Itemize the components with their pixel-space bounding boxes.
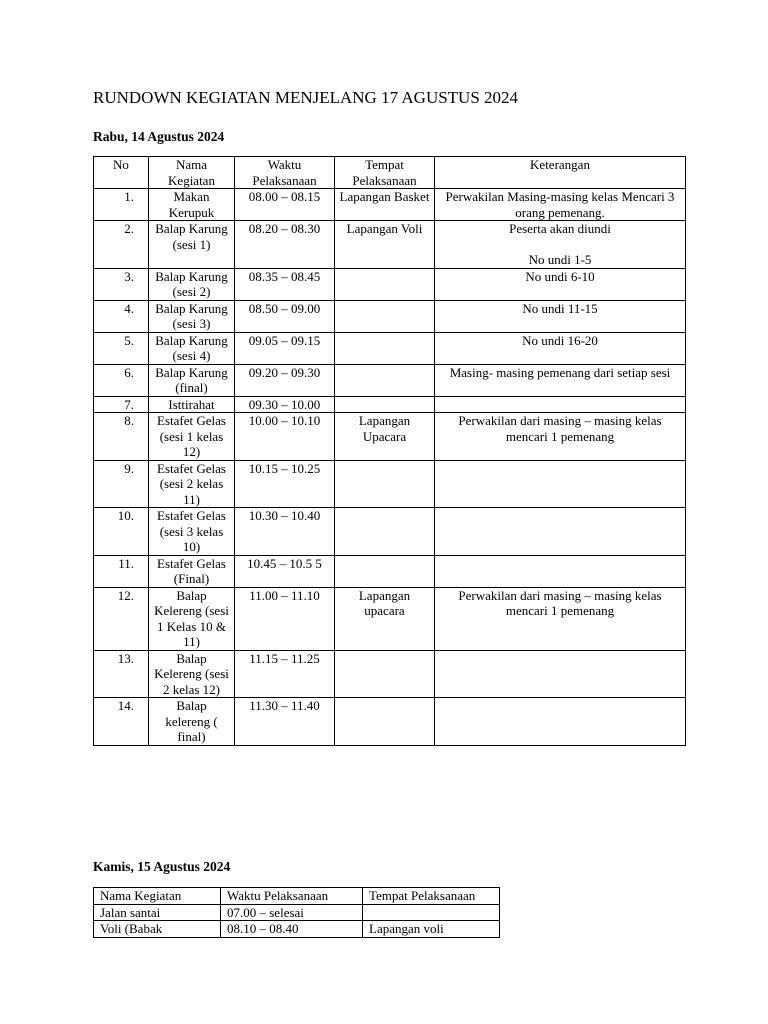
row-tempat: Lapangan Upacara xyxy=(335,413,435,461)
row-keterangan xyxy=(435,396,686,413)
row-nama-kegiatan: Balap Karung (sesi 2) xyxy=(149,268,235,300)
row-no: 12. xyxy=(94,587,149,650)
header-waktu-pelaksanaan: Waktu Pelaksanaan xyxy=(221,888,363,905)
table-row xyxy=(94,698,686,746)
row-waktu: 07.00 – selesai xyxy=(221,904,363,921)
row-nama-kegiatan: Balap Karung (sesi 3) xyxy=(149,300,235,332)
row-no: 8. xyxy=(94,413,149,461)
row-tempat: Lapangan voli xyxy=(363,921,500,938)
day1-schedule-table xyxy=(93,156,686,746)
table-header-row xyxy=(94,157,686,189)
row-no: 4. xyxy=(94,300,149,332)
row-tempat xyxy=(335,396,435,413)
day1-heading: Rabu, 14 Agustus 2024 xyxy=(93,129,225,144)
row-waktu: 08.20 – 08.30 xyxy=(235,221,335,269)
row-no: 13. xyxy=(94,650,149,698)
row-tempat xyxy=(335,300,435,332)
table-row xyxy=(94,650,686,698)
table-row xyxy=(94,189,686,221)
row-no: 5. xyxy=(94,332,149,364)
day2-heading: Kamis, 15 Agustus 2024 xyxy=(93,859,231,874)
row-waktu: 10.45 – 10.5 5 xyxy=(235,555,335,587)
row-no: 7. xyxy=(94,396,149,413)
row-keterangan xyxy=(435,698,686,746)
row-keterangan: Perwakilan dari masing – masing kelas mencari 1 pemenang xyxy=(435,413,686,461)
row-nama-kegiatan: Balap Kelereng (sesi 1 Kelas 10 & 11) xyxy=(149,587,235,650)
table-row xyxy=(94,221,686,269)
row-nama-kegiatan: Estafet Gelas (sesi 1 kelas 12) xyxy=(149,413,235,461)
header-no: No xyxy=(94,157,149,189)
row-waktu: 09.20 – 09.30 xyxy=(235,364,335,396)
row-waktu: 10.30 – 10.40 xyxy=(235,508,335,556)
keterangan-line: Peserta akan diundi xyxy=(509,221,611,236)
row-no: 6. xyxy=(94,364,149,396)
row-waktu: 10.00 – 10.10 xyxy=(235,413,335,461)
row-nama-kegiatan: Balap kelereng ( final) xyxy=(149,698,235,746)
row-nama-kegiatan: Isttirahat xyxy=(149,396,235,413)
row-waktu: 08.00 – 08.15 xyxy=(235,189,335,221)
table-row xyxy=(94,364,686,396)
header-nama-kegiatan: Nama Kegiatan xyxy=(149,157,235,189)
table-row xyxy=(94,587,686,650)
table-row xyxy=(94,332,686,364)
table-row xyxy=(94,555,686,587)
row-tempat: Lapangan upacara xyxy=(335,587,435,650)
row-tempat xyxy=(335,698,435,746)
row-no: 10. xyxy=(94,508,149,556)
row-keterangan: Perwakilan dari masing – masing kelas mencari 1 pemenang xyxy=(435,587,686,650)
table-row xyxy=(94,300,686,332)
row-tempat xyxy=(335,332,435,364)
row-keterangan xyxy=(435,221,686,269)
row-no: 2. xyxy=(94,221,149,269)
row-keterangan xyxy=(435,555,686,587)
row-tempat xyxy=(363,904,500,921)
row-nama-kegiatan: Estafet Gelas (sesi 2 kelas 11) xyxy=(149,460,235,508)
row-nama-kegiatan: Jalan santai xyxy=(94,904,221,921)
row-nama-kegiatan: Balap Karung (sesi 4) xyxy=(149,332,235,364)
row-no: 3. xyxy=(94,268,149,300)
row-keterangan: No undi 16-20 xyxy=(435,332,686,364)
row-keterangan xyxy=(435,460,686,508)
table-row xyxy=(94,460,686,508)
row-no: 11. xyxy=(94,555,149,587)
row-tempat xyxy=(335,460,435,508)
row-waktu: 08.35 – 08.45 xyxy=(235,268,335,300)
header-tempat-pelaksanaan: Tempat Pelaksanaan xyxy=(335,157,435,189)
row-waktu: 08.10 – 08.40 xyxy=(221,921,363,938)
row-nama-kegiatan: Estafet Gelas (sesi 3 kelas 10) xyxy=(149,508,235,556)
keterangan-line: No undi 1-5 xyxy=(528,252,592,267)
row-waktu: 09.30 – 10.00 xyxy=(235,396,335,413)
row-keterangan: No undi 11-15 xyxy=(435,300,686,332)
row-no: 14. xyxy=(94,698,149,746)
header-waktu-pelaksanaan: Waktu Pelaksanaan xyxy=(235,157,335,189)
row-no: 9. xyxy=(94,460,149,508)
row-keterangan xyxy=(435,650,686,698)
row-no: 1. xyxy=(94,189,149,221)
table-row xyxy=(94,268,686,300)
row-keterangan: No undi 6-10 xyxy=(435,268,686,300)
table-row xyxy=(94,921,500,938)
header-nama-kegiatan: Nama Kegiatan xyxy=(94,888,221,905)
table-header-row xyxy=(94,888,500,905)
header-keterangan: Keterangan xyxy=(435,157,686,189)
table-row xyxy=(94,396,686,413)
table-row xyxy=(94,508,686,556)
row-nama-kegiatan: Balap Karung (sesi 1) xyxy=(149,221,235,269)
row-tempat xyxy=(335,364,435,396)
day2-schedule-table xyxy=(93,887,500,938)
row-nama-kegiatan: Estafet Gelas (Final) xyxy=(149,555,235,587)
row-tempat xyxy=(335,508,435,556)
row-tempat xyxy=(335,555,435,587)
row-waktu: 10.15 – 10.25 xyxy=(235,460,335,508)
row-tempat xyxy=(335,268,435,300)
row-nama-kegiatan: Balap Karung (final) xyxy=(149,364,235,396)
row-tempat: Lapangan Voli xyxy=(335,221,435,269)
document-title: RUNDOWN KEGIATAN MENJELANG 17 AGUSTUS 2024 xyxy=(93,88,519,107)
table-row xyxy=(94,904,500,921)
row-tempat xyxy=(335,650,435,698)
row-waktu: 11.00 – 11.10 xyxy=(235,587,335,650)
row-nama-kegiatan: Balap Kelereng (sesi 2 kelas 12) xyxy=(149,650,235,698)
row-keterangan: Perwakilan Masing-masing kelas Mencari 3 orang pemenang. xyxy=(435,189,686,221)
row-keterangan: Masing- masing pemenang dari setiap sesi xyxy=(435,364,686,396)
table-row xyxy=(94,413,686,461)
row-waktu: 08.50 – 09.00 xyxy=(235,300,335,332)
row-waktu: 11.15 – 11.25 xyxy=(235,650,335,698)
header-tempat-pelaksanaan: Tempat Pelaksanaan xyxy=(363,888,500,905)
row-waktu: 09.05 – 09.15 xyxy=(235,332,335,364)
row-nama-kegiatan: Voli (Babak xyxy=(94,921,221,938)
row-keterangan xyxy=(435,508,686,556)
row-nama-kegiatan: Makan Kerupuk xyxy=(149,189,235,221)
row-waktu: 11.30 – 11.40 xyxy=(235,698,335,746)
row-tempat: Lapangan Basket xyxy=(335,189,435,221)
